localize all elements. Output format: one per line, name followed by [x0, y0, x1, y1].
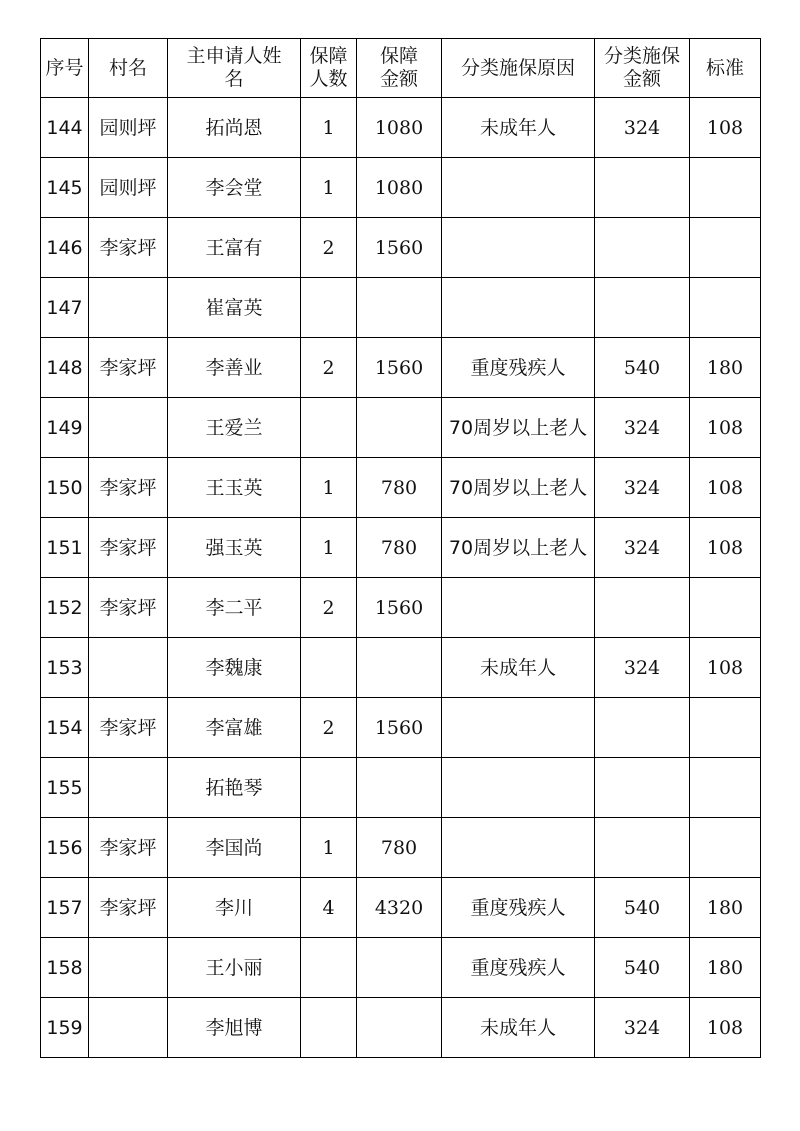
cell-standard — [690, 278, 761, 338]
cell-persons: 2 — [301, 578, 357, 638]
cell-amount: 780 — [357, 818, 442, 878]
cell-village — [89, 998, 168, 1058]
cell-reason: 70周岁以上老人 — [442, 458, 595, 518]
cell-amount — [357, 398, 442, 458]
header-seq: 序号 — [41, 39, 89, 98]
cell-reason — [442, 698, 595, 758]
table-row — [41, 938, 761, 998]
cell-reason: 未成年人 — [442, 98, 595, 158]
cell-applicant: 李二平 — [168, 578, 301, 638]
cell-applicant: 崔富英 — [168, 278, 301, 338]
cell-persons: 1 — [301, 818, 357, 878]
cell-amount — [357, 638, 442, 698]
cell-seq: 145 — [41, 158, 89, 218]
cell-seq: 159 — [41, 998, 89, 1058]
header-row — [41, 39, 761, 98]
cell-reason — [442, 818, 595, 878]
cell-village: 李家坪 — [89, 818, 168, 878]
cell-seq: 155 — [41, 758, 89, 818]
cell-amount: 1080 — [357, 158, 442, 218]
table-row — [41, 698, 761, 758]
header-class-amount: 分类施保金额 — [595, 39, 690, 98]
cell-applicant: 王小丽 — [168, 938, 301, 998]
cell-class-amount: 324 — [595, 638, 690, 698]
cell-standard — [690, 698, 761, 758]
cell-amount: 1080 — [357, 98, 442, 158]
cell-class-amount — [595, 818, 690, 878]
assistance-roster-table — [40, 38, 761, 1058]
cell-reason: 重度残疾人 — [442, 878, 595, 938]
cell-reason: 未成年人 — [442, 638, 595, 698]
cell-class-amount: 540 — [595, 878, 690, 938]
cell-amount — [357, 998, 442, 1058]
cell-standard — [690, 218, 761, 278]
cell-standard: 108 — [690, 98, 761, 158]
table-row — [41, 518, 761, 578]
cell-village — [89, 938, 168, 998]
header-village: 村名 — [89, 39, 168, 98]
cell-reason: 70周岁以上老人 — [442, 518, 595, 578]
table-row — [41, 578, 761, 638]
table-row — [41, 158, 761, 218]
roster-body — [41, 98, 761, 1058]
cell-persons — [301, 398, 357, 458]
cell-village — [89, 758, 168, 818]
cell-reason — [442, 158, 595, 218]
cell-class-amount: 324 — [595, 518, 690, 578]
cell-seq: 150 — [41, 458, 89, 518]
header-persons: 保障人数 — [301, 39, 357, 98]
cell-seq: 157 — [41, 878, 89, 938]
cell-persons — [301, 278, 357, 338]
cell-applicant: 王爱兰 — [168, 398, 301, 458]
cell-standard: 180 — [690, 938, 761, 998]
cell-standard — [690, 158, 761, 218]
cell-village — [89, 278, 168, 338]
cell-class-amount — [595, 578, 690, 638]
cell-class-amount: 324 — [595, 98, 690, 158]
cell-applicant: 李旭博 — [168, 998, 301, 1058]
cell-seq: 156 — [41, 818, 89, 878]
cell-amount: 780 — [357, 518, 442, 578]
cell-amount: 1560 — [357, 338, 442, 398]
cell-village — [89, 398, 168, 458]
cell-persons: 1 — [301, 518, 357, 578]
table-row — [41, 398, 761, 458]
cell-village: 园则坪 — [89, 158, 168, 218]
cell-persons — [301, 998, 357, 1058]
cell-standard — [690, 758, 761, 818]
cell-village: 李家坪 — [89, 878, 168, 938]
cell-standard: 108 — [690, 998, 761, 1058]
cell-applicant: 李魏康 — [168, 638, 301, 698]
cell-standard — [690, 578, 761, 638]
cell-class-amount — [595, 278, 690, 338]
cell-village: 李家坪 — [89, 218, 168, 278]
cell-class-amount: 324 — [595, 398, 690, 458]
cell-village: 李家坪 — [89, 338, 168, 398]
table-row — [41, 878, 761, 938]
cell-reason — [442, 218, 595, 278]
cell-amount — [357, 758, 442, 818]
cell-standard: 108 — [690, 638, 761, 698]
cell-reason — [442, 758, 595, 818]
cell-amount: 780 — [357, 458, 442, 518]
cell-village: 李家坪 — [89, 578, 168, 638]
cell-persons: 4 — [301, 878, 357, 938]
table-row — [41, 998, 761, 1058]
cell-seq: 158 — [41, 938, 89, 998]
cell-amount: 4320 — [357, 878, 442, 938]
header-reason: 分类施保原因 — [442, 39, 595, 98]
cell-persons — [301, 758, 357, 818]
cell-amount — [357, 278, 442, 338]
cell-village: 李家坪 — [89, 458, 168, 518]
cell-applicant: 李川 — [168, 878, 301, 938]
cell-persons: 2 — [301, 698, 357, 758]
cell-class-amount — [595, 218, 690, 278]
cell-reason — [442, 278, 595, 338]
cell-reason: 70周岁以上老人 — [442, 398, 595, 458]
header-standard: 标准 — [690, 39, 761, 98]
cell-persons: 2 — [301, 338, 357, 398]
cell-applicant: 强玉英 — [168, 518, 301, 578]
cell-standard — [690, 818, 761, 878]
cell-seq: 153 — [41, 638, 89, 698]
cell-village — [89, 638, 168, 698]
cell-applicant: 李国尚 — [168, 818, 301, 878]
table-row — [41, 338, 761, 398]
cell-persons — [301, 638, 357, 698]
cell-applicant: 李会堂 — [168, 158, 301, 218]
cell-applicant: 王玉英 — [168, 458, 301, 518]
cell-reason: 重度残疾人 — [442, 338, 595, 398]
table-row — [41, 818, 761, 878]
cell-applicant: 李善业 — [168, 338, 301, 398]
cell-seq: 151 — [41, 518, 89, 578]
cell-applicant: 李富雄 — [168, 698, 301, 758]
cell-seq: 154 — [41, 698, 89, 758]
cell-seq: 144 — [41, 98, 89, 158]
header-applicant: 主申请人姓名 — [168, 39, 301, 98]
table-row — [41, 458, 761, 518]
cell-reason: 重度残疾人 — [442, 938, 595, 998]
cell-amount — [357, 938, 442, 998]
cell-amount: 1560 — [357, 578, 442, 638]
cell-applicant: 拓艳琴 — [168, 758, 301, 818]
cell-village: 李家坪 — [89, 698, 168, 758]
header-amount: 保障金额 — [357, 39, 442, 98]
cell-class-amount — [595, 158, 690, 218]
cell-applicant: 拓尚恩 — [168, 98, 301, 158]
table-row — [41, 98, 761, 158]
cell-standard: 180 — [690, 878, 761, 938]
cell-persons: 1 — [301, 458, 357, 518]
cell-seq: 147 — [41, 278, 89, 338]
cell-standard: 108 — [690, 458, 761, 518]
cell-class-amount: 540 — [595, 938, 690, 998]
cell-class-amount: 540 — [595, 338, 690, 398]
cell-persons: 1 — [301, 98, 357, 158]
cell-reason: 未成年人 — [442, 998, 595, 1058]
cell-seq: 146 — [41, 218, 89, 278]
table-row — [41, 638, 761, 698]
cell-seq: 148 — [41, 338, 89, 398]
cell-standard: 108 — [690, 398, 761, 458]
table-row — [41, 218, 761, 278]
cell-amount: 1560 — [357, 218, 442, 278]
cell-persons: 1 — [301, 158, 357, 218]
cell-class-amount — [595, 698, 690, 758]
table-row — [41, 278, 761, 338]
cell-class-amount — [595, 758, 690, 818]
cell-amount: 1560 — [357, 698, 442, 758]
cell-class-amount: 324 — [595, 998, 690, 1058]
cell-class-amount: 324 — [595, 458, 690, 518]
cell-seq: 152 — [41, 578, 89, 638]
cell-village: 李家坪 — [89, 518, 168, 578]
cell-village: 园则坪 — [89, 98, 168, 158]
cell-reason — [442, 578, 595, 638]
cell-applicant: 王富有 — [168, 218, 301, 278]
cell-seq: 149 — [41, 398, 89, 458]
cell-standard: 108 — [690, 518, 761, 578]
cell-persons: 2 — [301, 218, 357, 278]
cell-persons — [301, 938, 357, 998]
cell-standard: 180 — [690, 338, 761, 398]
table-row — [41, 758, 761, 818]
